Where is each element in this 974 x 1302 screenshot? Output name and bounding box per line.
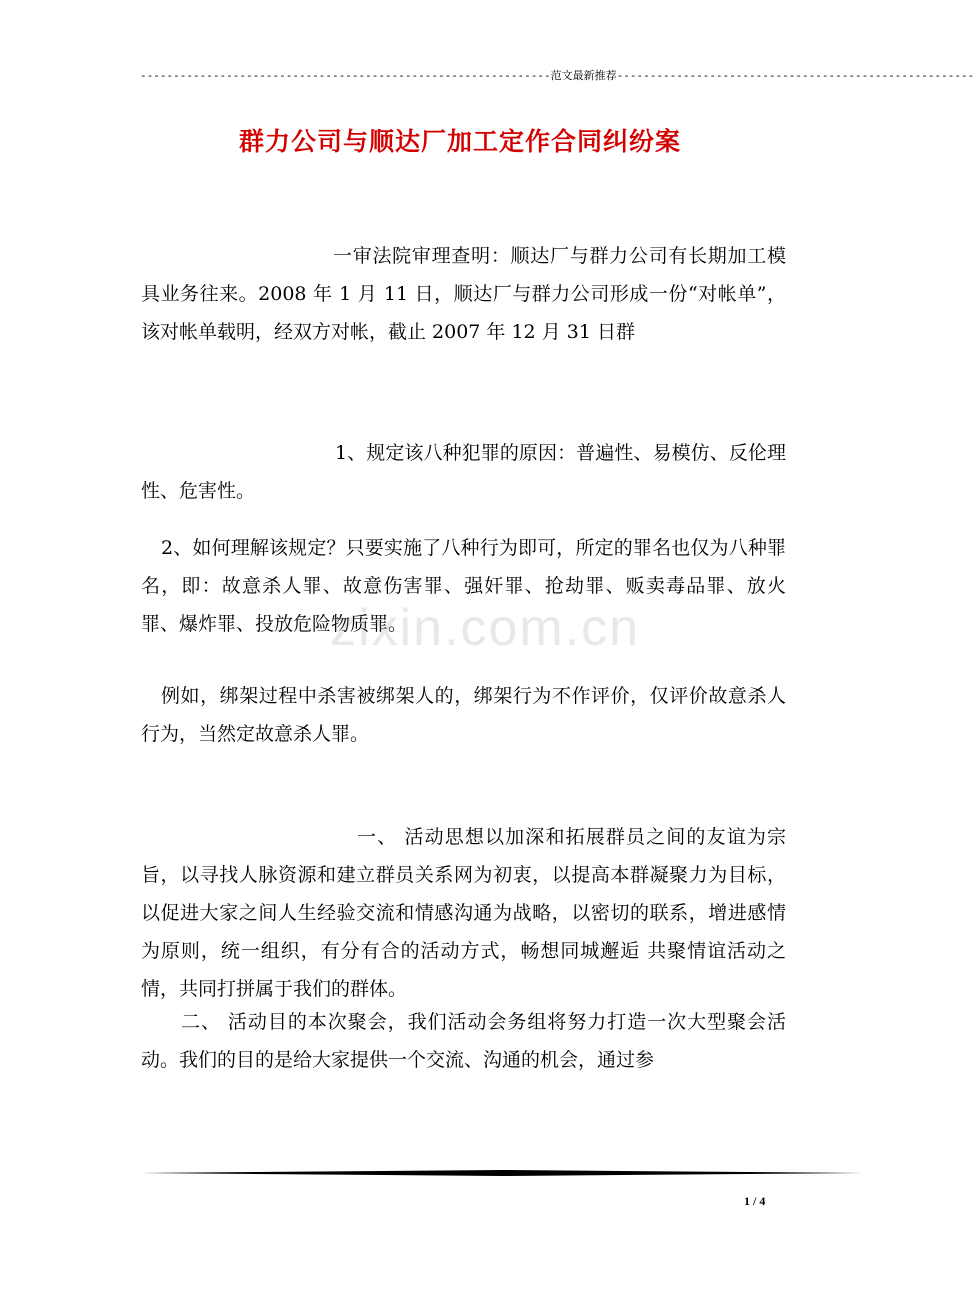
paragraph-activity-thought: 一、 活动思想以加深和拓展群员之间的友谊为宗旨，以寻找人脉资源和建立群员关系网为初衷，以提高本群凝聚力为目标，以促进大家之间人生经验交流和情感沟通为战略，以密切的联系，增进感情为原则，统一组织，有分有合的活动方式，畅想同城邂逅 共聚情谊活动之情，共同打拼属于我们的群体。 bbox=[141, 826, 786, 1000]
paragraph-activity-purpose: 二、 活动目的本次聚会，我们活动会务组将努力打造一次大型聚会活动。我们的目的是给大家提供一个交流、沟通的机会，通过参 bbox=[141, 1011, 786, 1071]
footer-divider bbox=[140, 1170, 864, 1176]
watermark: zixin.com.cn bbox=[330, 599, 641, 657]
paragraph-trial-findings: 一审法院审理查明：顺达厂与群力公司有长期加工模具业务往来。2008 年 1 月 11 日，顺达厂与群力公司形成一份“对帐单”，该对帐单载明，经双方对帐，截止 2007 年 12 月 31 日群 bbox=[141, 245, 786, 343]
page-header: --------------------------------------------------------------范文最新推荐------------------------------------------------------ bbox=[140, 69, 974, 82]
paragraph-how-to-understand: 2、如何理解该规定？只要实施了八种行为即可，所定的罪名也仅为八种罪名，即：故意杀人罪、故意伤害罪、强奸罪、抢劫罪、贩卖毒品罪、放火罪、爆炸罪、投放危险物质罪。 bbox=[141, 537, 786, 635]
document-title: 群力公司与顺达厂加工定作合同纠纷案 bbox=[238, 127, 681, 156]
paragraph-example: 例如，绑架过程中杀害被绑架人的，绑架行为不作评价，仅评价故意杀人行为，当然定故意杀人罪。 bbox=[141, 685, 786, 745]
page-number: 1 / 4 bbox=[744, 1194, 766, 1208]
paragraph-crime-reasons: 1、规定该八种犯罪的原因：普遍性、易模仿、反伦理性、危害性。 bbox=[141, 442, 786, 502]
